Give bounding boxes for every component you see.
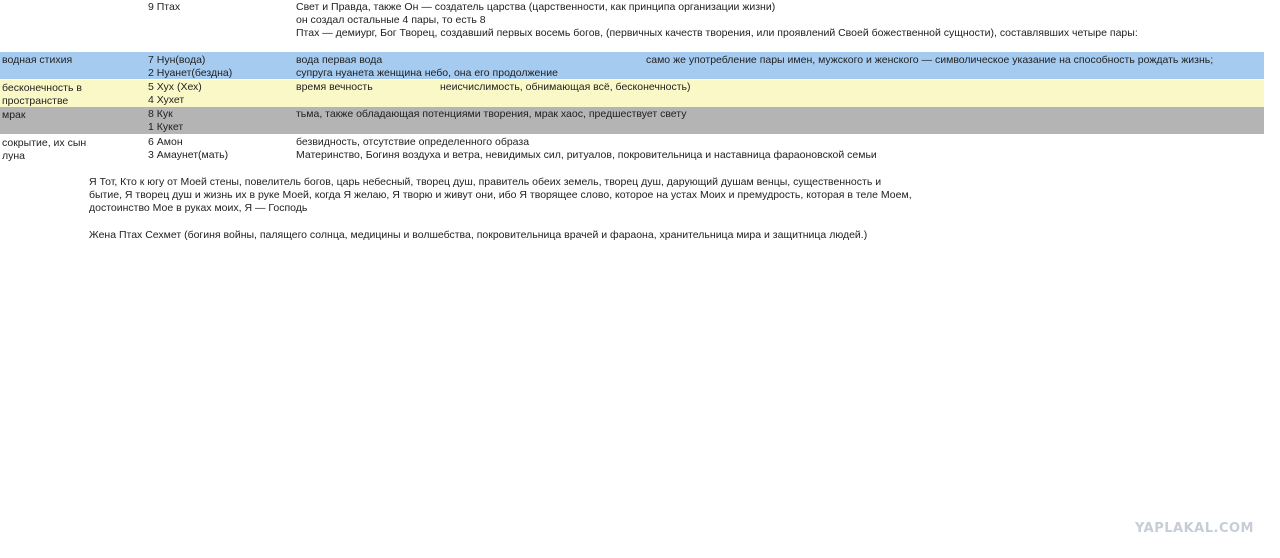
infinity-god-male-description: время вечность <box>296 81 373 93</box>
darkness-god-male-description: тьма, также обладающая потенциями творения, мрак хаос, предшествует свету <box>296 108 687 120</box>
hidden-god-male-description: безвидность, отсутствие определенного образа <box>296 136 530 148</box>
water-god-female: 2 Нуанет(бездна) <box>148 67 233 79</box>
water-element-label: водная стихия <box>2 54 73 66</box>
infinity-element-label-line2: пространстве <box>2 95 69 107</box>
infinity-god-male-description-extra: неисчислимость, обнимающая всё, бесконечность) <box>440 81 691 93</box>
infinity-god-male: 5 Хух (Хех) <box>148 81 202 93</box>
water-god-male-description: вода первая вода <box>296 54 383 66</box>
infinity-god-female: 4 Хухет <box>148 94 185 106</box>
ptah-description-line1: Свет и Правда, также Он — создатель царства (царственности, как принципа организации жизни) <box>296 1 776 13</box>
water-god-female-description: супруга нуанета женщина небо, она его продолжение <box>296 67 558 79</box>
site-watermark: YAPLAKAL.COM <box>1135 521 1254 536</box>
ptah-wife-sekhmet-text: Жена Птах Сехмет (богиня войны, палящего солнца, медицины и волшебства, покровительница врачей и фараона, хранительница мира и защитница людей.) <box>89 229 868 241</box>
hidden-god-male: 6 Амон <box>148 136 183 148</box>
ptah-description-line2: он создал остальные 4 пары, то есть 8 <box>296 14 486 26</box>
thoth-quote-line2: бытие, Я творец душ и жизнь их в руке Моей, когда Я желаю, Я творю и живут они, ибо Я творящее слово, которое на устах Моих и премудрость, которая в теле Моем, <box>89 189 912 201</box>
hidden-element-label-line1: сокрытие, их сын <box>2 137 87 149</box>
hidden-element-label-line2: луна <box>2 150 26 162</box>
ptah-description-line3: Птах — демиург, Бог Творец, создавший первых восемь богов, (первичных качеств творения, или проявлений Своей божественной сущности), составлявших четыре пары: <box>296 27 1138 39</box>
hidden-god-female: 3 Амаунет(мать) <box>148 149 229 161</box>
darkness-god-male: 8 Кук <box>148 108 173 120</box>
darkness-god-female: 1 Кукет <box>148 121 184 133</box>
thoth-quote-line3: достоинство Мое в руках моих, Я — Господь <box>89 202 308 214</box>
water-god-male: 7 Нун(вода) <box>148 54 206 66</box>
ptah-god-label: 9 Птах <box>148 1 181 13</box>
hidden-god-female-description: Материнство, Богиня воздуха и ветра, невидимых сил, ритуалов, покровительница и наставница фараоновской семьи <box>296 149 877 161</box>
infinity-element-label-line1: бесконечность в <box>2 82 82 94</box>
thoth-quote-line1: Я Тот, Кто к югу от Моей стены, повелитель богов, царь небесный, творец душ, правитель обеих земель, творец душ, дарующий душам венцы, существенность и <box>89 176 882 188</box>
water-pair-note: само же употребление пары имен, мужского и женского — символическое указание на способность рождать жизнь; <box>646 54 1214 66</box>
darkness-element-label: мрак <box>2 109 26 121</box>
